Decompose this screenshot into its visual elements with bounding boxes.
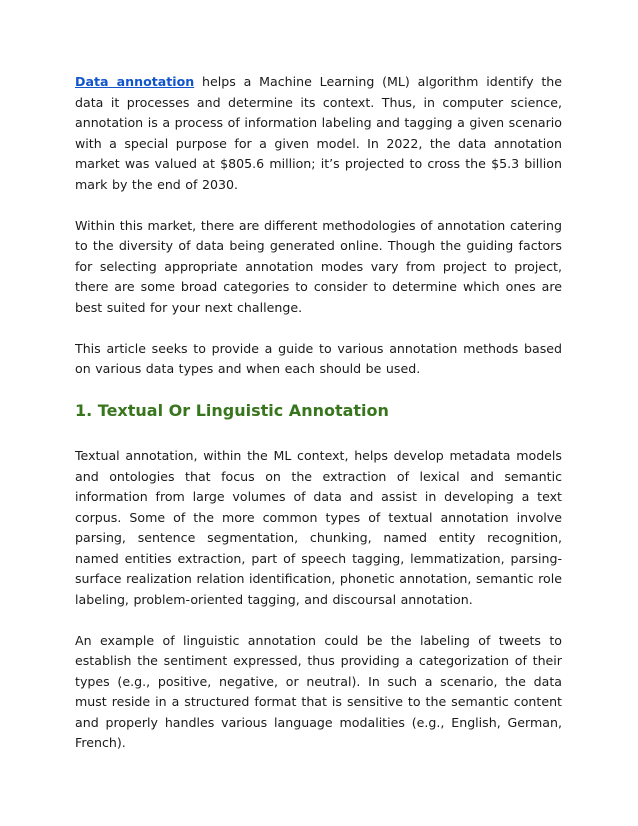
intro-text: helps a Machine Learning (ML) algorithm identify the data it processes and determine its context. Thus, in computer science, annotation is a process of information labeling and tagging a given scenario with a special purpose for a given model. In 2022, the data annotation market was valued at $805.6 million; it’s projected to cross the $5.3 billion mark by the end of 2030. xyxy=(75,74,562,192)
article-purpose-paragraph: This article seeks to provide a guide to various annotation methods based on various data types and when each should be used. xyxy=(75,340,562,376)
data-annotation-link[interactable]: Data annotation xyxy=(75,74,195,89)
section-heading-textual-annotation: 1. Textual Or Linguistic Annotation xyxy=(75,401,389,420)
intro-paragraph xyxy=(75,72,562,195)
document-page xyxy=(75,72,562,774)
linguistic-example-paragraph: An example of linguistic annotation could be the labeling of tweets to establish the sentiment expressed, thus providing a categorization of their types (e.g., positive, negative, or neutral). In such a scenario, the data must reside in a structured format that is sensitive to the semantic content and properly handles various language modalities (e.g., English, German, French). xyxy=(75,632,562,750)
textual-annotation-paragraph: Textual annotation, within the ML context, helps develop metadata models and ontologies that focus on the extraction of lexical and semantic information from large volumes of data and assist in developing a text corpus. Some of the more common types of textual annotation involve parsing, sentence segmentation, chunking, named entity recognition, named entities extraction, part of speech tagging, lemmatization, parsing-surface realization relation identification, phonetic annotation, semantic role labeling, problem-oriented tagging, and discoursal annotation. xyxy=(75,448,562,607)
market-paragraph: Within this market, there are different methodologies of annotation catering to the diversity of data being generated online. Though the guiding factors for selecting appropriate annotation modes vary from project to project, there are some broad categories to consider to determine which ones are best suited for your next challenge. xyxy=(75,217,562,315)
